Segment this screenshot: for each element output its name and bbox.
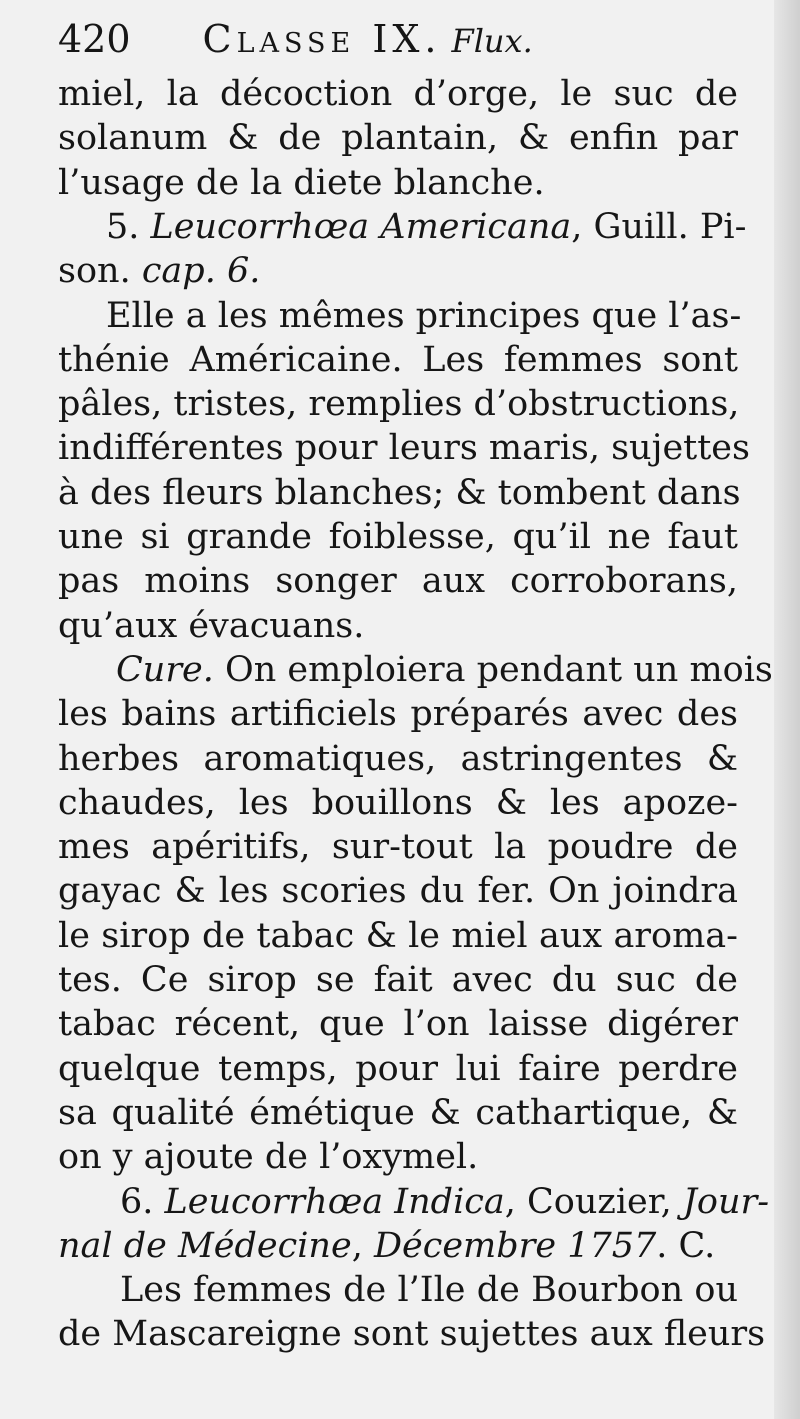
text-segment: miel, la décoction d’orge, le suc de <box>58 74 738 114</box>
italic-text: Jour- <box>682 1181 770 1222</box>
text-line <box>106 205 747 249</box>
text-segment: tes. Ce sirop se fait avec du suc de <box>58 960 738 1000</box>
page-number: 420 <box>58 17 131 61</box>
text-line <box>58 1002 738 1046</box>
text-segment: mes apéritifs, sur-tout la poudre de <box>58 827 738 868</box>
text-line <box>58 781 738 825</box>
text-segment: herbes aromatiques, astringentes & <box>58 738 738 779</box>
text-segment: , <box>351 1225 374 1266</box>
text-line <box>58 116 738 160</box>
text-segment: 6. <box>120 1181 165 1222</box>
text-segment: 5. <box>106 206 151 247</box>
text-line <box>58 737 738 781</box>
text-segment: chaudes, les bouillons & les apoze- <box>58 782 738 823</box>
text-segment: de Mascareigne sont sujettes aux fleurs <box>58 1314 766 1355</box>
text-segment: on y ajoute de l’oxymel. <box>58 1137 479 1178</box>
text-segment: l’usage de la diete blanche. <box>58 162 545 203</box>
text-line <box>58 72 738 116</box>
text-segment: Elle a les mêmes principes que l’as- <box>106 295 742 336</box>
page-edge-shadow <box>774 0 800 1419</box>
text-line <box>116 648 773 692</box>
text-segment: une si grande foiblesse, qu’il ne faut <box>58 517 738 557</box>
text-segment: gayac & les scories du fer. On joindra <box>58 871 738 912</box>
text-line <box>58 1135 738 1179</box>
text-segment: tabac récent, que l’on laisse digérer <box>58 1004 738 1045</box>
text-segment: pas moins songer aux corroborans, <box>58 561 738 602</box>
text-line <box>120 1268 738 1312</box>
text-line <box>58 869 738 913</box>
text-segment: son. <box>58 251 142 292</box>
text-line <box>58 161 738 205</box>
italic-text: cap. 6. <box>141 251 261 292</box>
italic-text: nal de Médecine <box>58 1225 352 1266</box>
text-segment: On emploiera pendant un mois <box>213 649 773 690</box>
text-segment: les bains artificiels préparés avec des <box>58 694 738 735</box>
text-segment: pâles, tristes, remplies d’obstructions, <box>58 384 740 425</box>
text-line <box>58 426 750 470</box>
italic-text: Décembre 1757 <box>373 1225 657 1266</box>
text-segment: le sirop de tabac & le miel aux aroma- <box>58 915 738 956</box>
text-line <box>58 914 738 958</box>
text-line <box>58 249 738 293</box>
text-segment: thénie Américaine. Les femmes sont <box>58 339 738 380</box>
text-segment: indifférentes pour leurs maris, sujettes <box>58 428 750 469</box>
text-segment: Les femmes de l’Ile de Bourbon ou <box>120 1270 738 1311</box>
text-line <box>58 958 738 1002</box>
text-segment: , Guill. Pi- <box>571 206 747 247</box>
text-line <box>58 338 738 382</box>
text-line <box>58 1047 738 1091</box>
text-segment: à des fleurs blanches; & tombent dans <box>58 472 741 513</box>
text-line <box>120 1180 770 1224</box>
text-line <box>58 559 738 603</box>
text-segment: , Couzier, <box>504 1181 683 1222</box>
text-line <box>58 1224 738 1268</box>
text-line <box>58 471 741 515</box>
text-line <box>58 382 738 426</box>
italic-text: Leucorrhœa Indica <box>164 1181 505 1222</box>
text-line <box>58 515 738 559</box>
text-line <box>58 692 738 736</box>
text-segment: . C. <box>656 1225 716 1266</box>
italic-text: Cure. <box>116 649 214 690</box>
text-line <box>106 294 742 338</box>
text-line <box>58 1091 738 1135</box>
italic-text: Leucorrhœa Americana <box>150 206 572 247</box>
text-segment: qu’aux évacuans. <box>58 605 365 646</box>
text-segment: solanum & de plantain, & enfin par <box>58 118 738 159</box>
text-segment: sa qualité émétique & cathartique, & <box>58 1092 738 1133</box>
text-line <box>58 604 738 648</box>
text-segment: quelque temps, pour lui faire perdre <box>58 1048 738 1089</box>
section-title: Flux. <box>451 22 533 60</box>
text-line <box>58 825 738 869</box>
running-header <box>58 14 618 64</box>
text-line <box>58 1312 766 1356</box>
class-title: Classe IX. <box>202 17 442 61</box>
